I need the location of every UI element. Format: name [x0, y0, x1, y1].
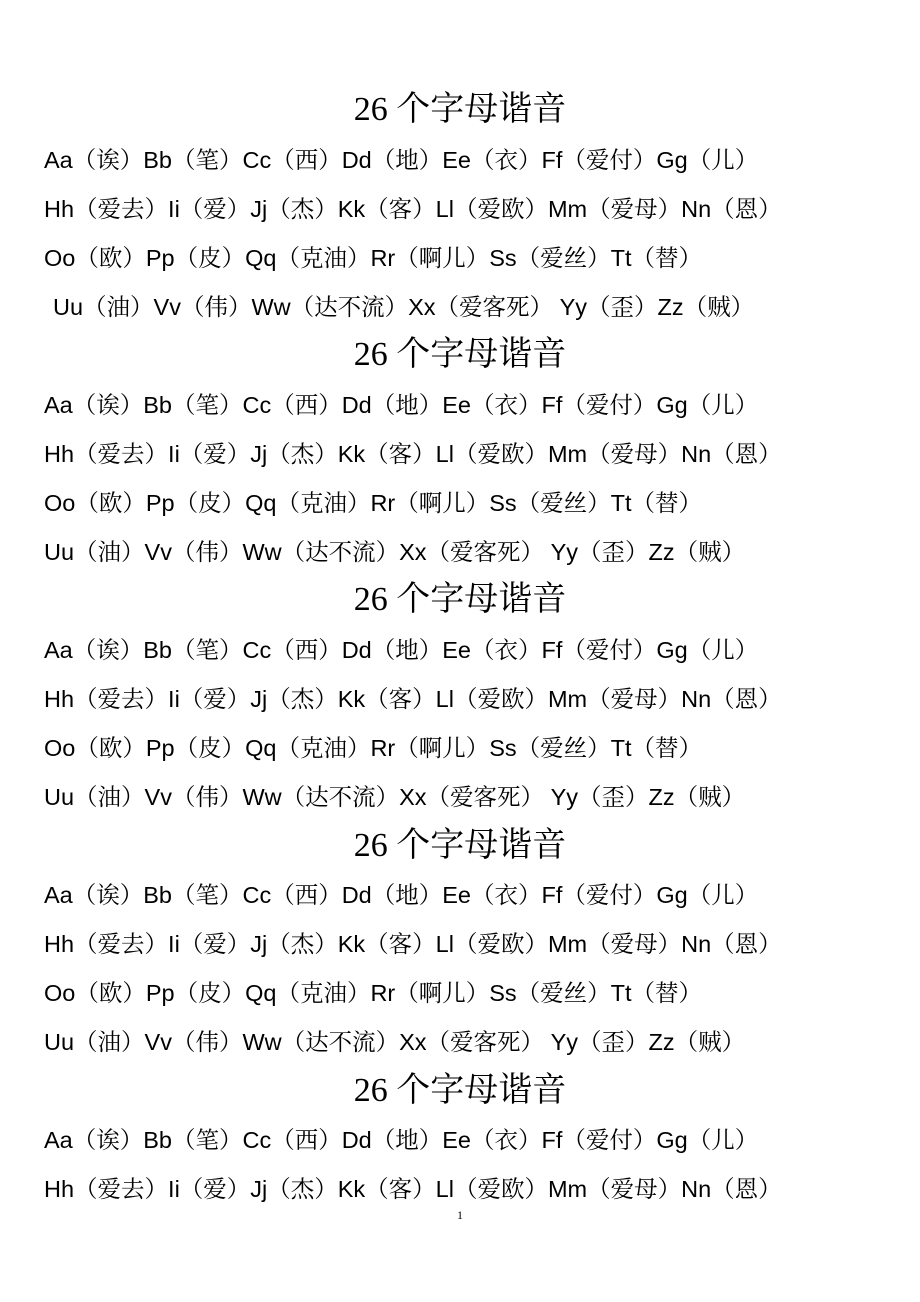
section-title: 26 个字母谐音: [353, 1072, 567, 1109]
section-title: 26 个字母谐音: [353, 581, 567, 618]
mnemonic-line-1: Aa（诶）Bb（笔）Cc（西）Dd（地）Ee（衣）Ff（爱付）Gg（儿）: [44, 637, 759, 663]
mnemonic-line-2: Hh（爱去）Ii（爱）Jj（杰）Kk（客）Ll（爱欧）Mm（爱母）Nn（恩）: [44, 441, 782, 467]
mnemonic-line-2: Hh（爱去）Ii（爱）Jj（杰）Kk（客）Ll（爱欧）Mm（爱母）Nn（恩）: [44, 1176, 782, 1202]
mnemonic-line-3: Oo（欧）Pp（皮）Qq（克油）Rr（啊儿）Ss（爱丝）Tt（替）: [44, 735, 703, 761]
section-title: 26 个字母谐音: [353, 336, 567, 373]
mnemonic-line-3: Oo（欧）Pp（皮）Qq（克油）Rr（啊儿）Ss（爱丝）Tt（替）: [44, 490, 703, 516]
mnemonic-line-4: Uu（油）Vv（伟）Ww（达不流）Xx（爱客死） Yy（歪）Zz（贼）: [53, 294, 755, 320]
mnemonic-line-1: Aa（诶）Bb（笔）Cc（西）Dd（地）Ee（衣）Ff（爱付）Gg（儿）: [44, 882, 759, 908]
mnemonic-line-2: Hh（爱去）Ii（爱）Jj（杰）Kk（客）Ll（爱欧）Mm（爱母）Nn（恩）: [44, 931, 782, 957]
mnemonic-line-3: Oo（欧）Pp（皮）Qq（克油）Rr（啊儿）Ss（爱丝）Tt（替）: [44, 980, 703, 1006]
mnemonic-line-4: Uu（油）Vv（伟）Ww（达不流）Xx（爱客死） Yy（歪）Zz（贼）: [44, 784, 746, 810]
page-number: 1: [457, 1208, 463, 1222]
section-title: 26 个字母谐音: [353, 91, 567, 128]
mnemonic-line-3: Oo（欧）Pp（皮）Qq（克油）Rr（啊儿）Ss（爱丝）Tt（替）: [44, 245, 703, 271]
mnemonic-line-4: Uu（油）Vv（伟）Ww（达不流）Xx（爱客死） Yy（歪）Zz（贼）: [44, 539, 746, 565]
mnemonic-line-2: Hh（爱去）Ii（爱）Jj（杰）Kk（客）Ll（爱欧）Mm（爱母）Nn（恩）: [44, 686, 782, 712]
mnemonic-line-2: Hh（爱去）Ii（爱）Jj（杰）Kk（客）Ll（爱欧）Mm（爱母）Nn（恩）: [44, 196, 782, 222]
section-title: 26 个字母谐音: [353, 827, 567, 864]
mnemonic-line-4: Uu（油）Vv（伟）Ww（达不流）Xx（爱客死） Yy（歪）Zz（贼）: [44, 1029, 746, 1055]
mnemonic-line-1: Aa（诶）Bb（笔）Cc（西）Dd（地）Ee（衣）Ff（爱付）Gg（儿）: [44, 392, 759, 418]
mnemonic-line-1: Aa（诶）Bb（笔）Cc（西）Dd（地）Ee（衣）Ff（爱付）Gg（儿）: [44, 147, 759, 173]
mnemonic-line-1: Aa（诶）Bb（笔）Cc（西）Dd（地）Ee（衣）Ff（爱付）Gg（儿）: [44, 1127, 759, 1153]
